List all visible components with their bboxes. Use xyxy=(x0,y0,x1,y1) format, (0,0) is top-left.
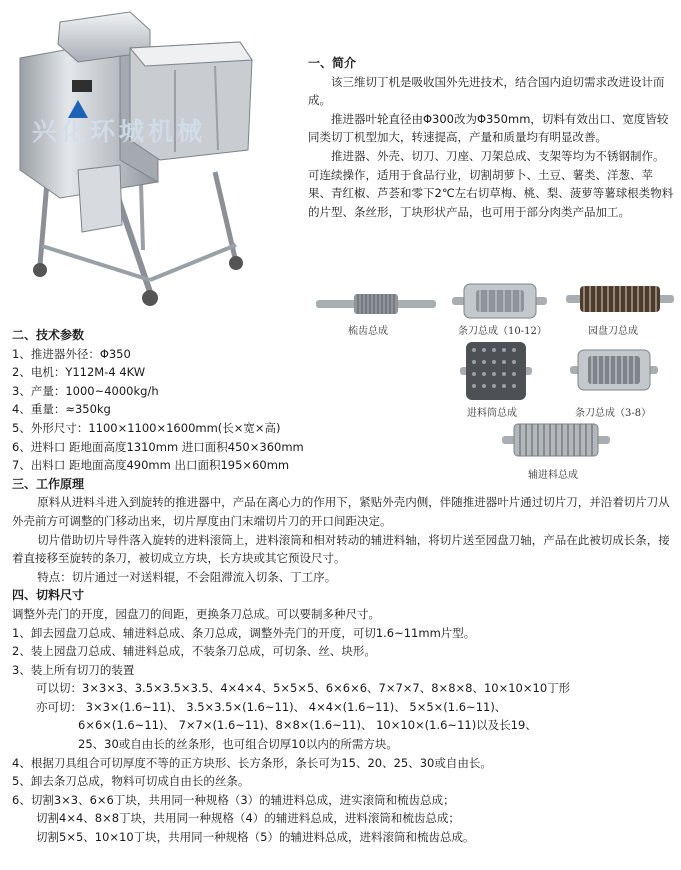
intro-section xyxy=(308,54,674,221)
intro-paragraph-3: 推进器、外壳、切刀、刀座、刀架总成、支架等均为不锈钢制作。可连续操作，适用于食品行业，切割胡萝卜、土豆、薯类、洋葱、苹果、青红椒、芦荟和零下2℃左右切草梅、桃、梨、菠萝等薯球根类物料的片型、条丝形，丁块形状产品，也可用于部分肉类产品加工。 xyxy=(308,148,674,219)
sizes-intro: 调整外壳门的开度，园盘刀的间距，更换条刀总成。可以要制多种尺寸。 xyxy=(12,606,380,621)
tech-params xyxy=(12,326,674,475)
param-row: 4、重量：≈350kg xyxy=(12,402,111,417)
principle-paragraph-3: 特点：切片通过一对送料辊，不会阻滞流入切条、丁工序。 xyxy=(37,569,337,584)
caption-feed-drum: 进料筒总成 xyxy=(467,408,517,419)
caption-aux-feed-roller: 辅进料总成 xyxy=(528,470,578,481)
caption-comb-roller: 梳齿总成 xyxy=(348,326,388,337)
sizes-item-6b: 切割4×4、8×8丁块，共用同一种规格（4）的辅进料总成，进料滚筒和梳齿总成； xyxy=(36,811,460,826)
machine-photo xyxy=(0,0,300,318)
comb-roller-image xyxy=(316,292,436,320)
param-row: 6、进料口 距地面高度1310mm 进口面积450×360mm xyxy=(12,439,304,454)
param-row: 3、产量：1000~4000kg/h xyxy=(12,383,159,398)
sizes-item-2: 2、装上园盘刀总成、辅进料总成，不装条刀总成，可切条、丝、块形。 xyxy=(12,644,376,659)
sizes-item-6c: 切割5×5、10×10丁块，共用同一种规格（5）的辅进料总成，进料滚筒和梳齿总成。 xyxy=(36,830,475,845)
watermark-text: 兴化环城机械 xyxy=(32,117,207,146)
sizes-item-3a: 可以切：3×3×3、3.5×3.5×3.5、4×4×4、5×5×5、6×6×6、7×7×7、8×8×8、10×10×10丁形 xyxy=(36,681,571,696)
param-row: 7、出料口 距地面高度490mm 出口面积195×60mm xyxy=(12,458,290,473)
sizes-item-3b: 亦可切： 3×3×(1.6~11)、 3.5×3.5×(1.6~11)、 4×4×(1.6~11)、 5×5×(1.6~11)、 xyxy=(36,699,507,714)
circular-knife-roller-image xyxy=(566,284,674,318)
sizes-item-1: 1、卸去园盘刀总成、辅进料总成、条刀总成，调整外壳门的开度，可切1.6~11mm片型。 xyxy=(12,625,476,640)
caption-circular-knife-roller: 园盘刀总成 xyxy=(588,326,638,337)
caption-strip-knife-small: 条刀总成（3-8） xyxy=(575,408,652,419)
params-heading: 二、技术参数 xyxy=(12,328,85,342)
param-row: 2、电机：Y112M-4 4KW xyxy=(12,365,146,380)
principle-paragraph-1: 原料从进料斗进入到旋转的推进器中，产品在离心力的作用下，紧贴外壳内侧，伴随推进器叶片通过切片刀，并沿着切片刀从外壳前方可调整的门移动出来，切片厚度由门末端切片刀的开口间距决定。 xyxy=(12,495,670,528)
strip-knife-roller-image xyxy=(452,280,547,326)
lower-text xyxy=(12,326,674,847)
param-row: 1、推进器外径：Φ350 xyxy=(12,346,131,361)
sizes-heading: 四、切料尺寸 xyxy=(12,588,85,603)
intro-paragraph-2: 推进器叶轮直径由Φ300改为Φ350mm，切料有效出口、宽度皆较同类切丁机型加大，转速提高，产量和质量均有明显改善。 xyxy=(308,111,669,145)
param-row: 5、外形尺寸：1100×1100×1600mm(长×宽×高) xyxy=(12,420,281,435)
sizes-item-3c: 6×6×(1.6~11)、 7×7×(1.6~11)、8×8×(1.6~11)、 10×10×(1.6~11)以及长19、 xyxy=(78,718,537,733)
sizes-item-6: 6、切割3×3、6×6丁块，共用同一种规格（3）的辅进料总成，进实滚筒和梳齿总成； xyxy=(12,792,455,807)
intro-heading: 一、简介 xyxy=(308,56,357,70)
intro-paragraph-1: 该三维切丁机是吸收国外先进技术，结合国内迫切需求改进设计而成。 xyxy=(308,74,665,108)
caption-strip-knife-roller: 条刀总成（10-12） xyxy=(458,326,547,337)
sizes-item-5: 5、卸去条刀总成，物料可切成自由长的丝条。 xyxy=(12,774,250,789)
sizes-item-4: 4、根据刀具组合可切厚度不等的正方块形、长方条形，条长可为15、20、25、30或自由长。 xyxy=(12,755,492,770)
principle-paragraph-2: 切片借助切片导件落入旋转的进料滚筒上，进料滚筒和相对转动的辅进料轴，将切片送至园盘刀轴，产品在此被切成长条，接着直接移至旋转的条刀，被切成立方块，长方块或其它预设尺寸。 xyxy=(12,532,670,566)
sizes-item-3: 3、装上所有切刀的装置 xyxy=(12,662,135,677)
sizes-item-3d: 25、30或自由长的丝条形，也可组合切厚10以内的所需方块。 xyxy=(78,737,398,752)
principle-heading: 三、工作原理 xyxy=(12,476,85,491)
